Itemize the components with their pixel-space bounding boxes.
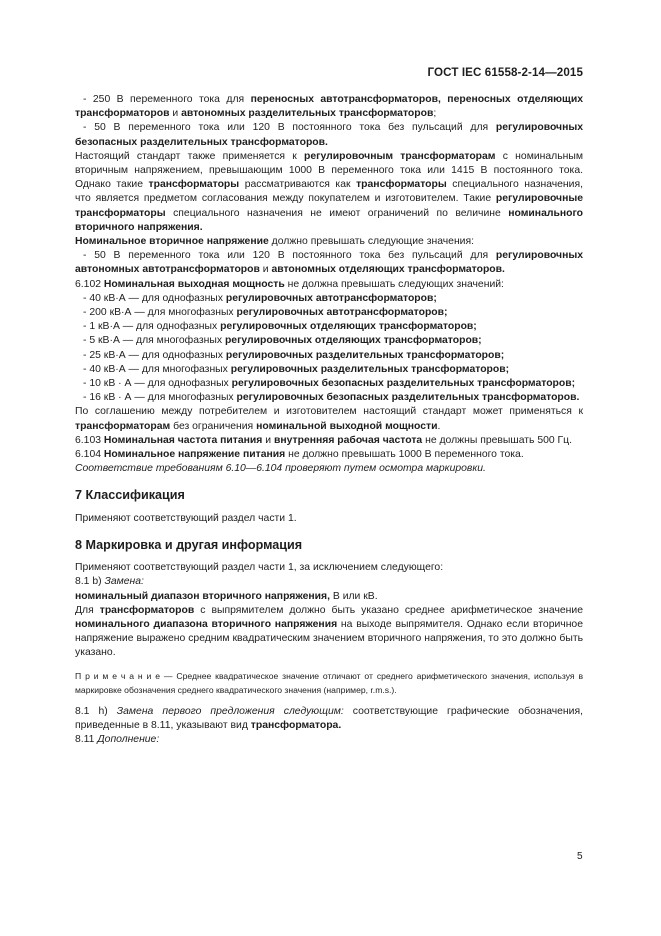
- list-item: - 16 кВ · А — для многофазных регулировочных безопасных разделительных трансформаторов.: [83, 392, 580, 404]
- list-item: - 1 кВ·А — для однофазных регулировочных отделяющих трансформаторов;: [83, 321, 477, 333]
- clause-6-102: 6.102 Номинальная выходная мощность не должна превышать следующих значений:: [75, 278, 504, 290]
- clause-8-1-b: 8.1 b) Замена:: [75, 576, 144, 588]
- list-item: - 200 кВ·А — для многофазных регулировочных автотрансформаторов;: [83, 307, 448, 319]
- page-number: 5: [577, 851, 583, 862]
- section-8-title: 8 Маркировка и другая информация: [75, 537, 303, 552]
- page-content: [75, 93, 583, 747]
- list-item: - 10 кВ · А — для однофазных регулировочных безопасных разделительных трансформаторов;: [83, 378, 576, 390]
- standard-header: ГОСТ IEC 61558-2-14—2015: [427, 66, 583, 79]
- clause-6-104: 6.104 Номинальное напряжение питания не должно превышать 1000 В переменного тока.: [75, 449, 524, 461]
- paragraph-secondary-voltage: Номинальное вторичное напряжение должно превышать следующие значения:: [75, 236, 474, 248]
- clause-8-11: 8.11 Дополнение:: [75, 733, 160, 745]
- list-item: - 40 кВ·А — для однофазных регулировочных автотрансформаторов;: [83, 292, 437, 304]
- paragraph-rectifier: Для трансформаторов с выпрямителем должно быть указано среднее арифметическое значение номинального диапазона вторичного напряжения на выходе выпрямителя. Однако если вторичное напряжение выражено средним квадратическим значением вторичного напряжения, то это должно быть указано.: [75, 604, 583, 659]
- clause-8-1-h: 8.1 h) Замена первого предложения следующим: соответствующие графические обозначения, приведенные в 8.11, указывают вид трансформатора.: [75, 705, 583, 731]
- paragraph-voltage-portable: - 250 В переменного тока для переносных автотрансформаторов, переносных отделяющих трансформаторов и автономных разделительных трансформаторов;: [75, 94, 583, 120]
- note: П р и м е ч а н и е — Среднее квадратическое значение отличают от среднего арифметического значения, используя в маркировке обозначения среднего квадратического значения (например, r.m.s.).: [75, 670, 584, 695]
- clause-6-103: 6.103 Номинальная частота питания и внутренняя рабочая частота не должны превышать 500 Гц.: [75, 434, 573, 446]
- section-7-title: 7 Классификация: [75, 488, 185, 503]
- section-8-text: Применяют соответствующий раздел части 1, за исключением следующего:: [75, 562, 444, 574]
- paragraph-voltage-safety: - 50 В переменного тока или 120 В постоянного тока без пульсаций для регулировочных безопасных разделительных трансформаторов.: [75, 122, 583, 148]
- list-item: - 25 кВ·А — для однофазных регулировочных разделительных трансформаторов;: [83, 349, 505, 361]
- compliance-check: Соответствие требованиям 6.10—6.104 проверяют путем осмотра маркировки.: [75, 463, 486, 475]
- paragraph-voltage-autonomous: - 50 В переменного тока или 120 В постоянного тока без пульсаций для регулировочных автономных автотрансформаторов и автономных отделяющих трансформаторов.: [75, 250, 583, 276]
- paragraph-agreement: По соглашению между потребителем и изготовителем настоящий стандарт может применяться к трансформаторам без ограничения номинальной выходной мощности.: [75, 406, 583, 432]
- paragraph-standard-scope: Настоящий стандарт также применяется к регулировочным трансформаторам с номинальным вторичным напряжением, превышающим 1000 В переменного тока или 1415 В постоянного тока. Однако такие трансформаторы рассматриваются как трансформаторы специального назначения, что является предметом согласования между покупателем и изготовителем. Такие регулировочные трансформаторы специального назначения не имеют ограничений по величине номинального вторичного напряжения.: [75, 150, 583, 233]
- list-item: - 40 кВ·А — для многофазных регулировочных разделительных трансформаторов;: [83, 363, 510, 375]
- paragraph-rated-range: номинальный диапазон вторичного напряжения, В или кВ.: [75, 590, 378, 602]
- section-7-text: Применяют соответствующий раздел части 1.: [75, 512, 297, 524]
- list-item: - 5 кВ·А — для многофазных регулировочных отделяющих трансформаторов;: [83, 335, 482, 347]
